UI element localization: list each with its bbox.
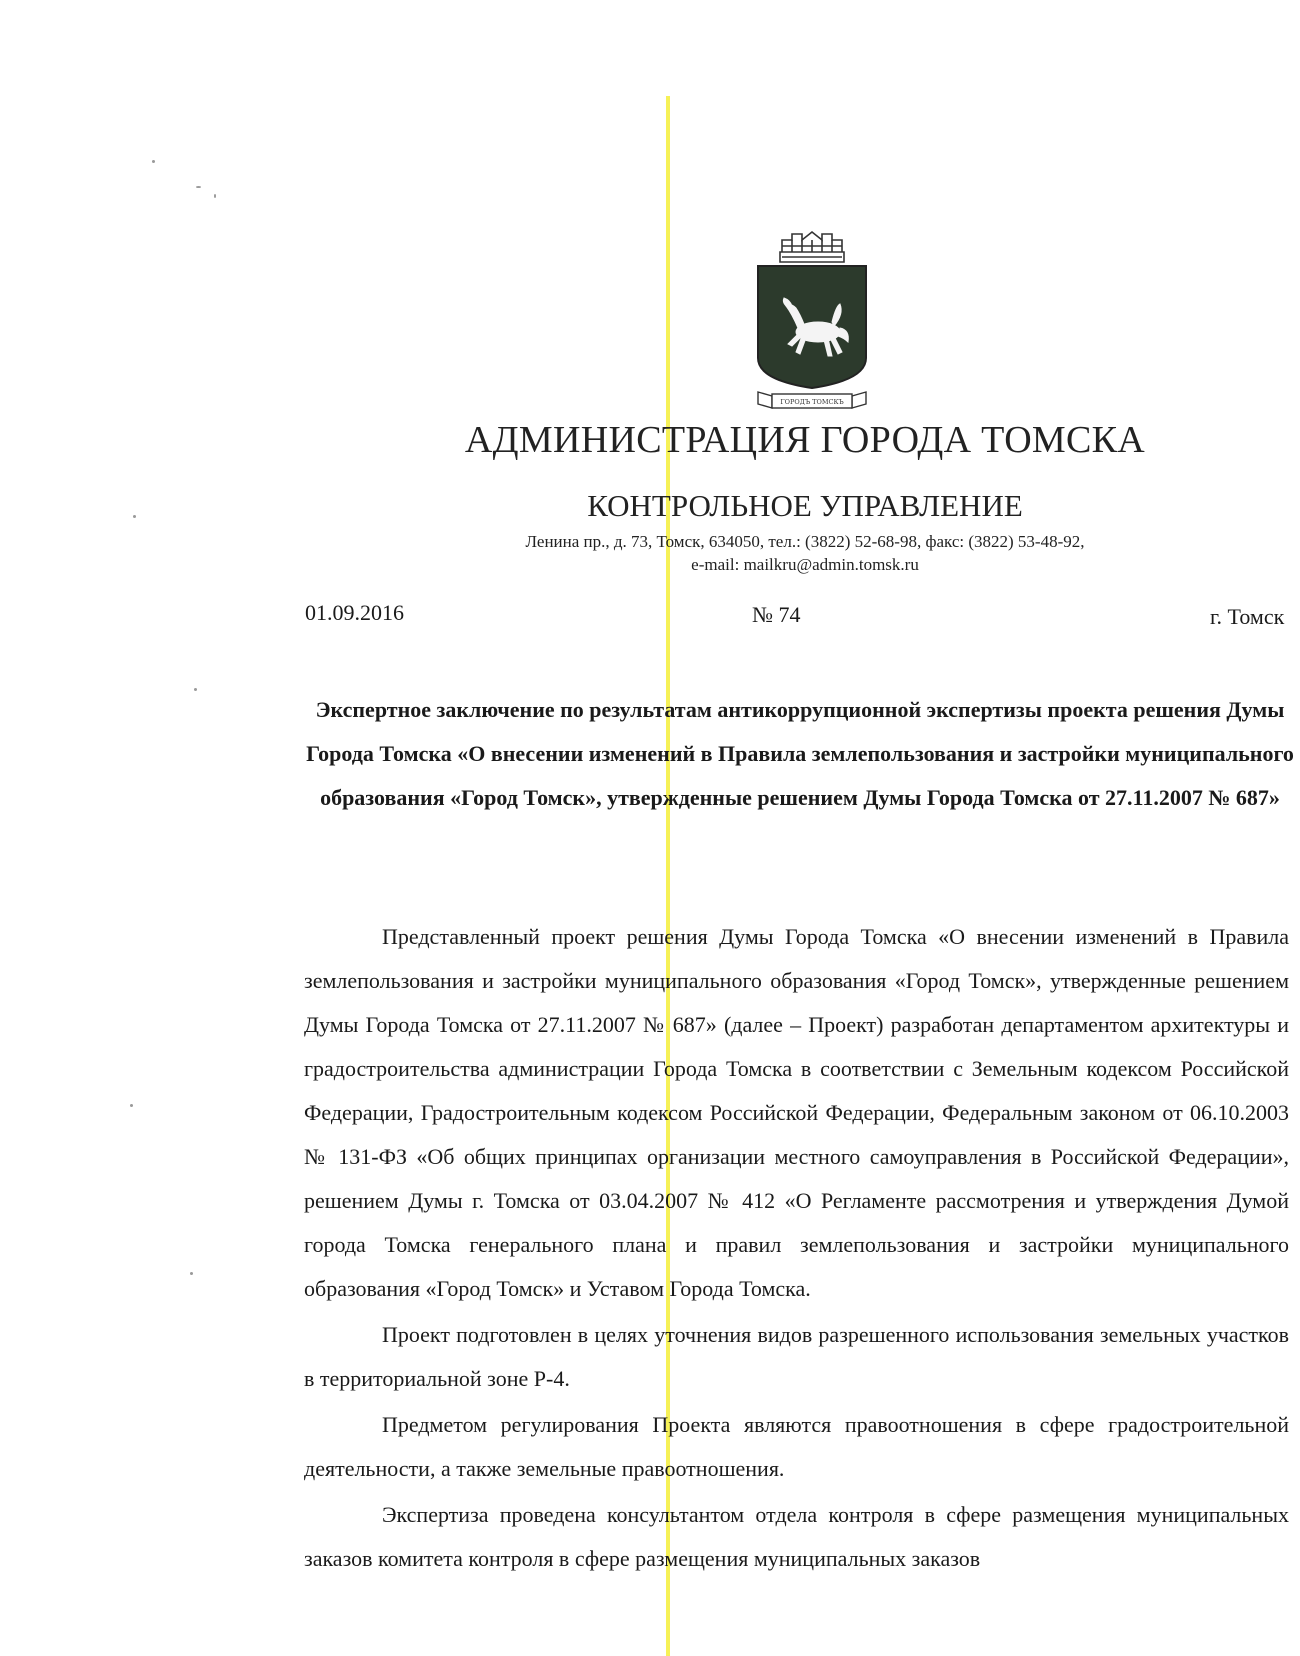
address-line: Ленина пр., д. 73, Томск, 634050, тел.: (3822) 52-68-98, факс: (3822) 53-48-92, bbox=[525, 532, 1085, 551]
scan-speck bbox=[130, 1104, 133, 1107]
document-city: г. Томск bbox=[1210, 604, 1285, 629]
document-date: 01.09.2016 bbox=[305, 600, 404, 625]
body-paragraph: Представленный проект решения Думы Города Томска «О внесении изменений в Правила землепользования и застройки муниципального образования «Город Томск», утвержденные решением Думы Города Томска от 27.11.2007 № 687» (далее – Проект) разработан департаментом архитектуры и градостроительства администрации Города Томска в соответствии с Земельным кодексом Российской Федерации, Градостроительным кодексом Российской Федерации, Федеральным законом от 06.10.2003 № 131-ФЗ «Об общих принципах организации местного самоуправления в Российской Федерации», решением Думы г. Томска от 03.04.2007 № 412 «О Регламенте рассмотрения и утверждения Думой города Томска генерального плана и правил землепользования и застройки муниципального образования «Город Томск» и Уставом Города Томска. bbox=[304, 924, 1289, 1301]
scan-speck bbox=[214, 194, 216, 198]
scan-speck bbox=[194, 688, 197, 691]
department-title: КОНТРОЛЬНОЕ УПРАВЛЕНИЕ bbox=[587, 488, 1023, 523]
scan-speck bbox=[152, 160, 155, 163]
body-paragraph: Экспертиза проведена консультантом отдела контроля в сфере размещения муниципальных заказов комитета контроля в сфере размещения муниципальных заказов bbox=[304, 1502, 1289, 1571]
email-line: e-mail: mailkru@admin.tomsk.ru bbox=[691, 555, 919, 574]
contact-address bbox=[440, 530, 1170, 576]
scan-speck bbox=[196, 186, 201, 188]
document-body bbox=[304, 915, 1289, 1583]
organization-title: АДМИНИСТРАЦИЯ ГОРОДА ТОМСКА bbox=[464, 419, 1146, 461]
scan-speck bbox=[190, 1272, 193, 1275]
body-paragraph: Предметом регулирования Проекта являются правоотношения в сфере градостроительной деятельности, а также земельные правоотношения. bbox=[304, 1412, 1289, 1481]
coat-of-arms-icon bbox=[752, 228, 872, 416]
body-paragraph: Проект подготовлен в целях уточнения видов разрешенного использования земельных участков в территориальной зоне Р-4. bbox=[304, 1322, 1289, 1391]
scan-speck bbox=[133, 515, 136, 518]
document-number: № 74 bbox=[752, 602, 801, 627]
document-heading: Экспертное заключение по результатам антикоррупционной экспертизы проекта решения Думы Города Томска «О внесении изменений в Правила землепользования и застройки муниципального образования «Город Томск», утвержденные решением Думы Города Томска от 27.11.2007 № 687» bbox=[306, 697, 1294, 810]
svg-text:ГОРОДЪ ТОМСКЪ: ГОРОДЪ ТОМСКЪ bbox=[780, 398, 844, 406]
